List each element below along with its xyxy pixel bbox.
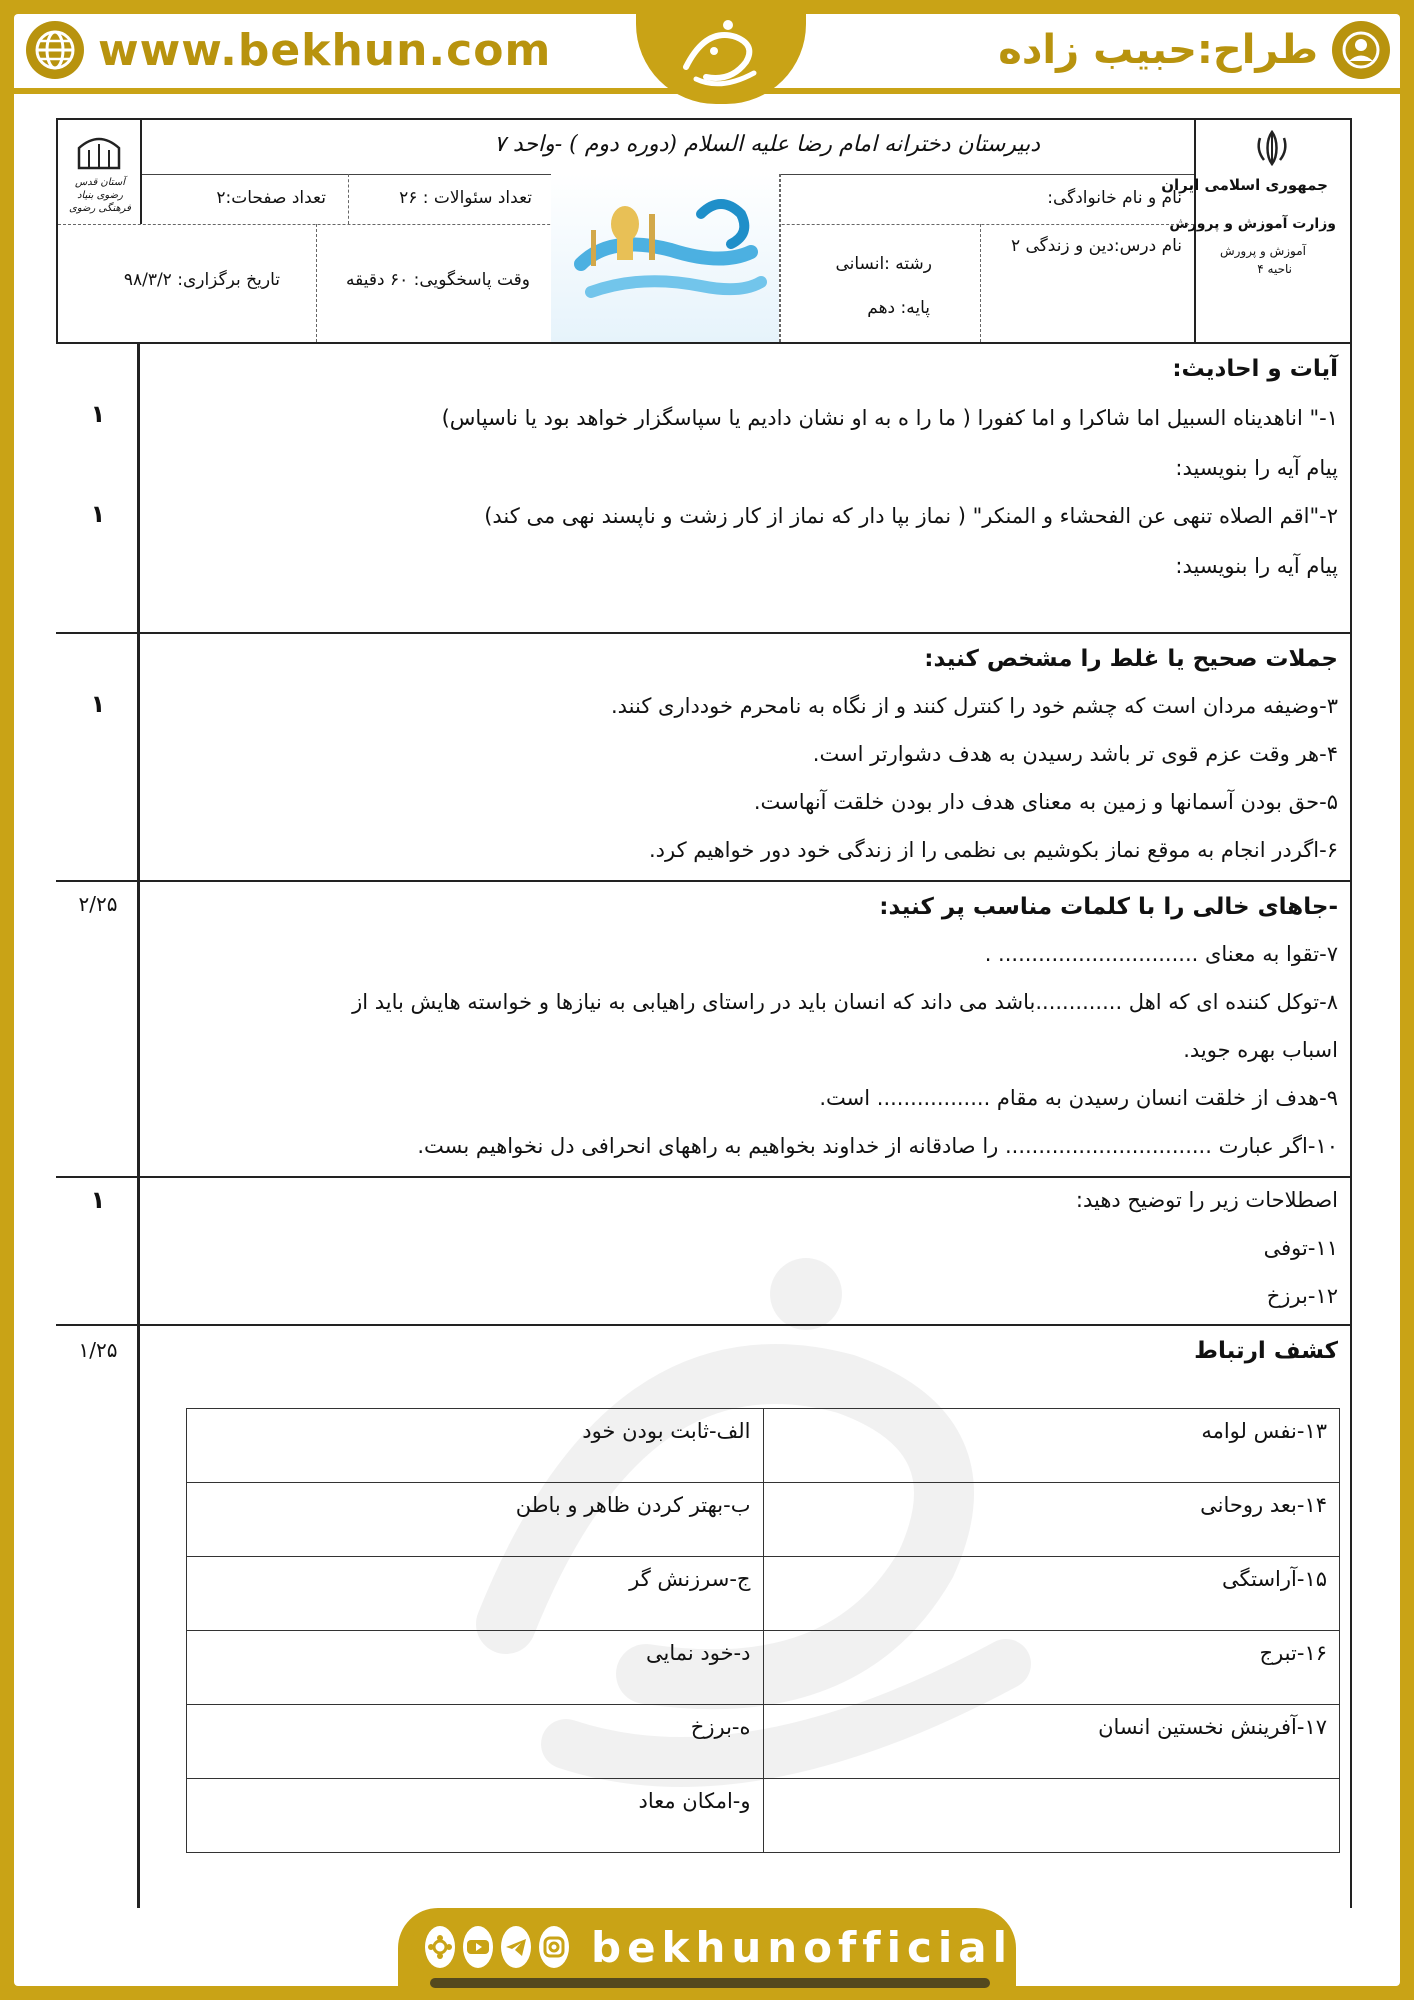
page-count: تعداد صفحات:۲ [216,188,326,208]
question-1: ۱-" اناهدیناه السبیل اما شاکرا و اما کفورا ( ما را ه به او نشان دادیم یا سپاسگزار خواهد بود یا ناسپاس) [441,406,1338,430]
score-terms: ۱ [90,1186,106,1214]
top-divider [14,88,1400,94]
question-4: ۴-هر وقت عزم قوی تر باشد رسیدن به هدف دشوارتر است. [812,742,1338,766]
aparat-icon[interactable] [425,1926,455,1968]
header-vline-2 [348,174,349,224]
answer-time: وقت پاسخگویی: ۶۰ دقیقه [346,270,530,290]
score-truefalse: ۱ [90,690,106,718]
question-3: ۳-وضیفه مردان است که چشم خود را کنترل کنند و از نگاه به نامحرم خودداری کنند. [610,694,1338,718]
imam-reza-banner [552,174,780,342]
website-link[interactable] [26,20,551,80]
globe-icon [26,21,84,79]
score-matching: ۱/۲۵ [78,1338,118,1362]
question-9: ۹-هدف از خلقت انسان رسیدن به مقام ................. است. [819,1086,1338,1110]
matching-definition: ج-سرزنش گر [187,1557,764,1631]
social-footer [398,1908,1016,1986]
course-name: نام درس:دین و زندگی ۲ [1010,236,1182,256]
grade-label: پایه: دهم [867,298,930,318]
website-url: www.bekhun.com [98,24,552,76]
matching-heading: کشف ارتباط [1194,1338,1338,1364]
exam-header [56,118,1352,344]
matching-table [186,1408,1340,1853]
matching-definition: ب-بهتر کردن ظاهر و باطن [187,1483,764,1557]
section-verses [56,344,1352,634]
designer-name: طراح:حبیب زاده [998,27,1318,73]
section-fill-blanks [56,882,1352,1178]
fill-heading: -جاهای خالی را با کلمات مناسب پر کنید: [879,894,1338,920]
matching-term [763,1779,1340,1853]
matching-term: ۱۶-تبرج [763,1631,1340,1705]
header-vline-4 [316,224,317,342]
section-true-false [56,634,1352,882]
header-vline-1 [780,174,781,342]
question-2: ۲-"اقم الصلاه تنهی عن الفحشاء و المنکر" ( نماز بپا دار که نماز از کار زشت و ناپسند نهی می کند) [484,504,1338,528]
social-bar [411,1916,1014,1978]
question-10: ۱۰-اگر عبارت ............................... را صادقانه از خداوند بخواهیم به راههای انحرافی دل نخواهیم بست. [417,1134,1338,1158]
matching-row [187,1409,1340,1483]
terms-heading: اصطلاحات زیر را توضیح دهید: [1075,1188,1338,1212]
district-number: ناحیه ۴ [1257,262,1292,276]
question-1-prompt: پیام آیه را بنویسید: [1175,456,1338,480]
matching-definition: الف-ثابت بودن خود [187,1409,764,1483]
republic-label: جمهوری اسلامی ایران [1161,176,1328,194]
youtube-icon[interactable] [463,1926,493,1968]
foundation-block [58,120,142,224]
score-q2: ۱ [90,500,106,528]
shrine-logo-icon [74,130,124,170]
matching-term: ۱۴-بعد روحانی [763,1483,1340,1557]
designer-credit [998,20,1390,80]
ministry-label: وزارت آموزش و پرورش [1169,216,1336,232]
matching-term: ۱۵-آراستگی [763,1557,1340,1631]
question-8: ۸-توکل کننده ای که اهل .............باشد می داند که انسان باید در راستای راهیابی به نیازها و خواسته هایش باید از [352,990,1338,1014]
question-2-prompt: پیام آیه را بنویسید: [1175,554,1338,578]
header-vline-3 [980,224,981,342]
matching-term: ۱۷-آفرینش نخستین انسان [763,1705,1340,1779]
matching-term: ۱۳-نفس لوامه [763,1409,1340,1483]
matching-row [187,1705,1340,1779]
matching-definition: و-امکان معاد [187,1779,764,1853]
instagram-icon[interactable] [539,1926,569,1968]
question-5: ۵-حق بودن آسمانها و زمین به معنای هدف دار بودن خلقت آنهاست. [753,790,1338,814]
user-icon [1332,21,1390,79]
field-label: رشته :انسانی [835,254,932,274]
question-12: ۱۲-برزخ [1266,1284,1338,1308]
social-handle[interactable]: bekhunofficial [591,1922,1014,1972]
question-8-cont: اسباب بهره جوید. [1183,1038,1338,1062]
matching-definition: د-خود نمایی [187,1631,764,1705]
section-terms [56,1178,1352,1326]
truefalse-heading: جملات صحیح یا غلط را مشخص کنید: [924,646,1338,672]
question-11: ۱۱-توفی [1263,1236,1338,1260]
school-title: دبیرستان دخترانه امام رضا علیه السلام (دوره دوم ) -واحد ۷ [494,132,1040,157]
footer-shadow [430,1978,990,1988]
score-q1: ۱ [90,400,106,428]
verses-heading: آیات و احادیث: [1172,356,1338,382]
matching-row [187,1779,1340,1853]
student-name-label: نام و نام خانوادگی: [1047,188,1182,208]
top-banner [14,14,1400,86]
exam-date: تاریخ برگزاری: ۹۸/۳/۲ [123,270,280,290]
matching-row [187,1557,1340,1631]
matching-row [187,1483,1340,1557]
question-6: ۶-اگردر انجام به موقع نماز بکوشیم بی نظمی را از زندگی خود دور خواهیم کرد. [648,838,1338,862]
telegram-icon[interactable] [501,1926,531,1968]
matching-row [187,1631,1340,1705]
matching-definition: ه-برزخ [187,1705,764,1779]
score-fill: ۲/۲۵ [78,892,118,916]
question-count: تعداد سئوالات : ۲۶ [399,188,532,208]
district-label: آموزش و پرورش [1219,244,1306,258]
foundation-label: آستان قدس رضوی بنیاد فرهنگی رضوی [69,177,131,214]
exam-sheet [56,118,1352,1908]
ministry-block [1161,120,1350,342]
iran-emblem-icon [1252,128,1292,168]
question-7: ۷-تقوا به معنای .............................. . [984,942,1338,966]
